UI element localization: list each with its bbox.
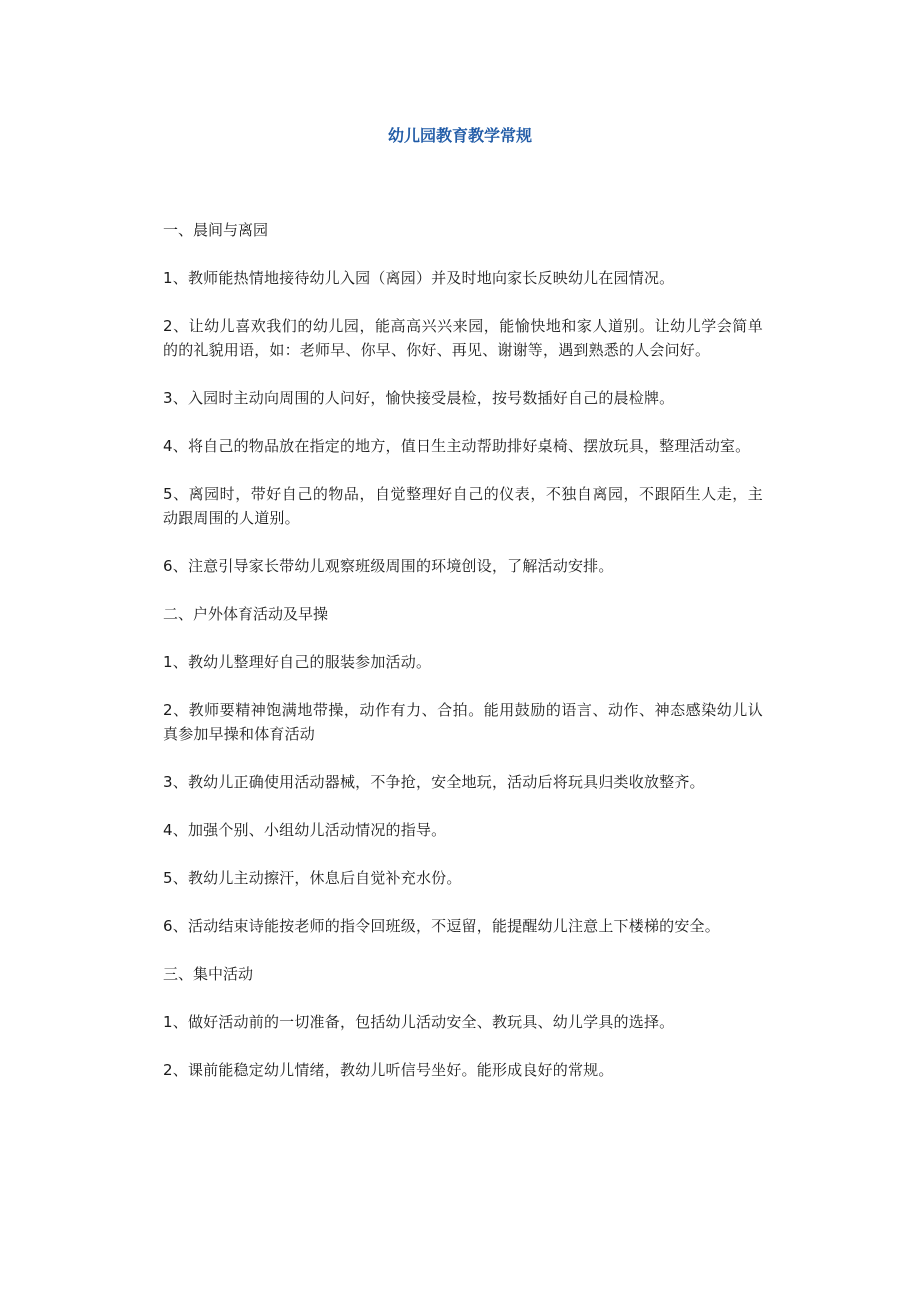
- list-item: 2、教师要精神饱满地带操，动作有力、合拍。能用鼓励的语言、动作、神态感染幼儿认真参加早操和体育活动: [163, 701, 763, 743]
- section-heading: 一、晨间与离园: [163, 221, 269, 239]
- list-item: 5、教幼儿主动擦汗，休息后自觉补充水份。: [163, 869, 462, 887]
- list-item: 2、课前能稳定幼儿情绪，教幼儿听信号坐好。能形成良好的常规。: [163, 1061, 614, 1079]
- list-item: 2、让幼儿喜欢我们的幼儿园，能高高兴兴来园，能愉快地和家人道别。让幼儿学会简单的的礼貌用语，如：老师早、你早、你好、再见、谢谢等，遇到熟悉的人会问好。: [163, 317, 763, 359]
- list-item: 3、入园时主动向周围的人问好，愉快接受晨检，按号数插好自己的晨检牌。: [163, 389, 675, 407]
- list-item: 6、注意引导家长带幼儿观察班级周围的环境创设，了解活动安排。: [163, 557, 614, 575]
- document-title: 幼儿园教育教学常规: [387, 126, 532, 145]
- list-item: 4、加强个别、小组幼儿活动情况的指导。: [163, 821, 447, 839]
- list-item: 1、教幼儿整理好自己的服装参加活动。: [163, 653, 432, 671]
- document-body: [163, 218, 763, 1106]
- list-item: 3、教幼儿正确使用活动器械，不争抢，安全地玩，活动后将玩具归类收放整齐。: [163, 773, 705, 791]
- list-item: 1、教师能热情地接待幼儿入园（离园）并及时地向家长反映幼儿在园情况。: [163, 269, 675, 287]
- list-item: 1、做好活动前的一切准备，包括幼儿活动安全、教玩具、幼儿学具的选择。: [163, 1013, 675, 1031]
- list-item: 6、活动结束诗能按老师的指令回班级，不逗留，能提醒幼儿注意上下楼梯的安全。: [163, 917, 720, 935]
- list-item: 5、离园时，带好自己的物品，自觉整理好自己的仪表，不独自离园，不跟陌生人走，主动跟周围的人道别。: [163, 485, 763, 527]
- section-heading: 三、集中活动: [163, 965, 254, 983]
- section-heading: 二、户外体育活动及早操: [163, 605, 329, 623]
- list-item: 4、将自己的物品放在指定的地方，值日生主动帮助排好桌椅、摆放玩具，整理活动室。: [163, 437, 751, 455]
